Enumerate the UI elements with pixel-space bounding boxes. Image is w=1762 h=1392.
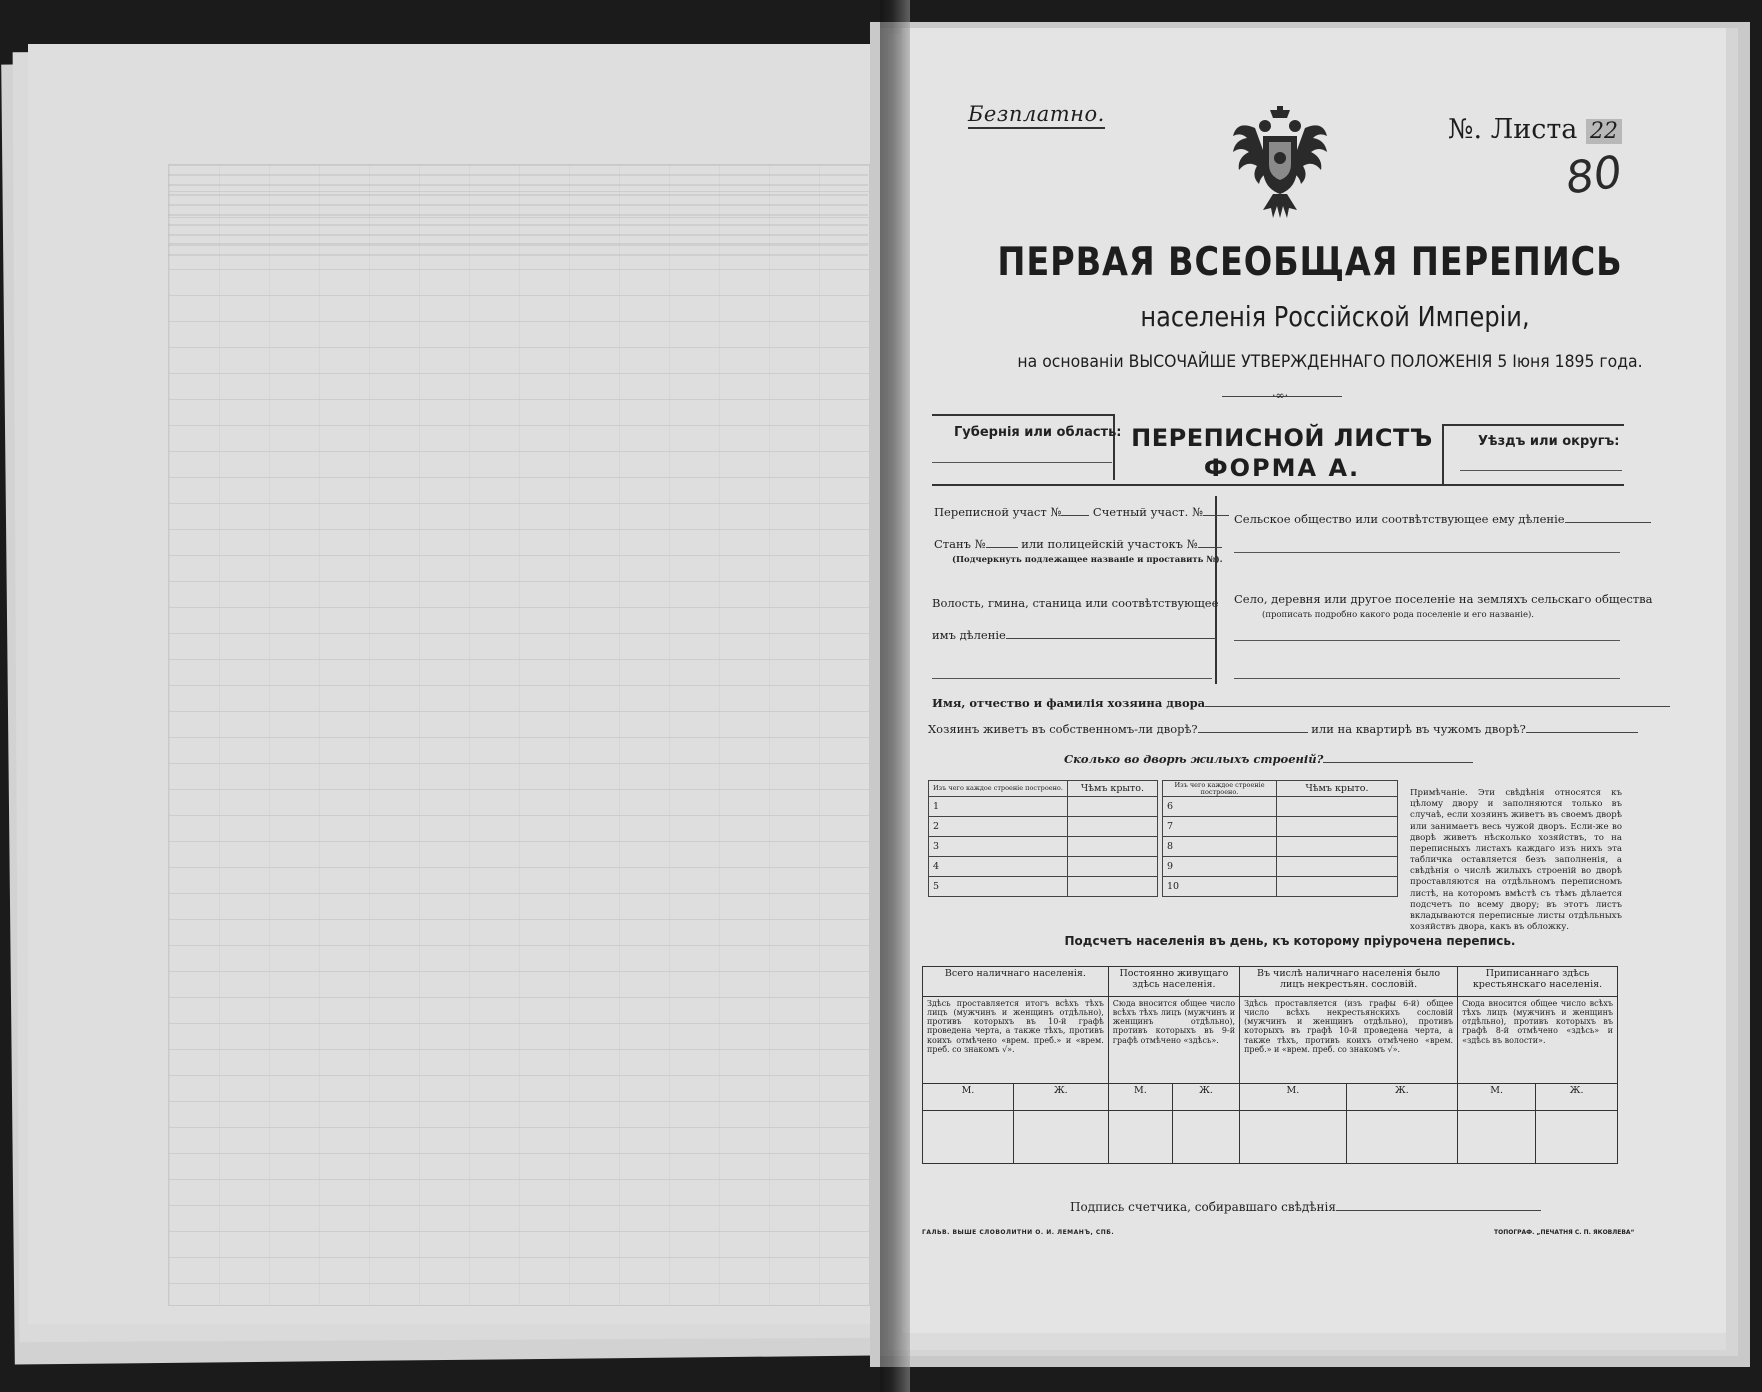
- building-row-num: 2: [929, 817, 1068, 837]
- volost-label-line1: Волость, гмина, станица или соотвѣтствующее: [932, 596, 1219, 610]
- census-district-label: Переписной участ №: [934, 505, 1062, 519]
- village-note: (прописать подробно какого рода поселеніе и его названіе).: [1262, 610, 1534, 620]
- gubernia-box-top: [932, 414, 1114, 416]
- owner-residence-field: [928, 722, 1638, 736]
- building-row-num: 3: [929, 837, 1068, 857]
- buildings-count-label: Сколько во дворѣ жилыхъ строеній?: [1064, 752, 1324, 766]
- pop-col-header: Постоянно живущаго здѣсь населенія.: [1108, 967, 1239, 997]
- count-cell: [1458, 1110, 1536, 1164]
- building-row-num: 5: [929, 877, 1068, 897]
- pop-col-header: Въ числѣ наличнаго населенія было лицъ некрестьян. сословій.: [1240, 967, 1458, 997]
- police-district-label: или полицейскій участокъ №: [1021, 537, 1198, 551]
- handwritten-number: 80: [1562, 146, 1626, 205]
- village-label: Село, деревня или другое поселеніе на земляхъ сельскаго общества: [1234, 592, 1653, 606]
- left-page-ruled-grid: [168, 164, 870, 1306]
- pop-col-desc: Здѣсь проставляется (изъ графы 6-й) общее число всѣхъ некрестьянскихъ сословій (мужчинъ и женщинъ отдѣльно), противъ которыхъ въ графѣ 10-й проведена черта, а также тѣхъ, противъ коихъ отмѣчено «врем. преб.» и «врем. преб. со знакомъ √».: [1240, 996, 1458, 1083]
- material-col-header: Изъ чего каждое строеніе построено.: [929, 781, 1068, 797]
- village-line-1: [1234, 640, 1620, 641]
- buildings-table-right: [1162, 780, 1398, 897]
- female-col-label: Ж.: [1013, 1083, 1108, 1110]
- form-sheet-title: ПЕРЕПИСНОЙ ЛИСТЪ: [1131, 424, 1433, 452]
- building-row-num: 7: [1163, 817, 1277, 837]
- count-district-label: Счетный участ. №: [1092, 505, 1203, 519]
- gubernia-label: Губернія или область:: [954, 425, 1122, 440]
- stan-field: [934, 537, 1222, 551]
- male-col-label: М.: [1240, 1083, 1347, 1110]
- building-row-num: 8: [1163, 837, 1277, 857]
- pop-col-desc: Здѣсь проставляется итогъ всѣхъ тѣхъ лицъ (мужчинъ и женщинъ отдѣльно), противъ которыхъ въ 10-й графѣ проведена черта, а также тѣхъ, противъ коихъ отмѣчено «врем. преб.» и «врем. преб. со знакомъ √».: [923, 996, 1109, 1083]
- rural-society-label: Сельское общество или соотвѣтствующее ему дѣленіе: [1234, 512, 1565, 526]
- header-rule: [932, 484, 1624, 486]
- form-type-label: ФОРМА А.: [1203, 454, 1361, 482]
- count-cell: [1536, 1110, 1618, 1164]
- enumerator-signature-label: Подпись счетчика, собиравшаго свѣдѣнія: [1070, 1200, 1336, 1214]
- buildings-count-field: [1064, 752, 1473, 766]
- ornament-divider: ·∞·: [1222, 396, 1342, 405]
- male-col-label: М.: [1458, 1083, 1536, 1110]
- male-col-label: М.: [1108, 1083, 1172, 1110]
- pop-col-header: Приписаннаго здѣсь крестьянскаго населенія.: [1458, 967, 1618, 997]
- underline-note: (Подчеркнуть подлежащее названіе и проставить №).: [952, 555, 1223, 565]
- count-cell: [1240, 1110, 1347, 1164]
- count-cell: [1013, 1110, 1108, 1164]
- printer-credit-right: ТОПОГРАФ. „ПЕЧАТНЯ С. П. ЯКОВЛЕВА“: [1494, 1229, 1635, 1236]
- volost-field: [932, 628, 1216, 642]
- building-row-num: 6: [1163, 797, 1277, 817]
- female-col-label: Ж.: [1346, 1083, 1457, 1110]
- free-of-charge-label: Безплатно.: [968, 102, 1105, 129]
- uezd-box-top: [1442, 424, 1624, 426]
- volost-extra-line: [932, 678, 1212, 679]
- pop-col-header: Всего наличнаго населенія.: [923, 967, 1109, 997]
- building-row-num: 4: [929, 857, 1068, 877]
- building-row-num: 10: [1163, 877, 1277, 897]
- rural-society-field: [1234, 512, 1651, 526]
- stan-label: Станъ №: [934, 537, 986, 551]
- count-cell: [1346, 1110, 1457, 1164]
- population-count-table: [922, 966, 1618, 1164]
- form-main-title: ПЕРВАЯ ВСЕОБЩАЯ ПЕРЕПИСЬ: [997, 240, 1623, 285]
- buildings-table-left: [928, 780, 1158, 897]
- printer-credit-left: ГАЛЬВ. ВЫШЕ СЛОВОЛИТНИ О. И. ЛЕМАНЪ, СПБ.: [922, 1229, 1115, 1236]
- rural-society-line: [1234, 552, 1620, 553]
- fields-divider: [1215, 496, 1217, 684]
- imperial-eagle-emblem: [1225, 106, 1335, 226]
- uezd-box-left: [1442, 424, 1444, 484]
- count-cell: [1108, 1110, 1172, 1164]
- population-count-title: Подсчетъ населенія въ день, къ которому пріурочена перепись.: [1064, 934, 1516, 948]
- building-row-num: 1: [929, 797, 1068, 817]
- pop-col-desc: Сюда вносится общее число всѣхъ тѣхъ лицъ (мужчинъ и женщинъ отдѣльно), противъ которыхъ въ графѣ 8-й отмѣчено «здѣсь» и «здѣсь въ волости».: [1458, 996, 1618, 1083]
- roof-col-header: Чѣмъ крыто.: [1067, 781, 1157, 797]
- uezd-fill-line: [1460, 470, 1622, 471]
- rented-quarters-label: или на квартирѣ въ чужомъ дворѣ?: [1311, 722, 1526, 736]
- male-col-label: М.: [923, 1083, 1014, 1110]
- uezd-label: Уѣздъ или округъ:: [1478, 434, 1620, 449]
- count-cell: [1173, 1110, 1240, 1164]
- female-col-label: Ж.: [1173, 1083, 1240, 1110]
- pop-col-desc: Сюда вносится общее число всѣхъ тѣхъ лицъ (мужчинъ и женщинъ отдѣльно), противъ которыхъ въ 9-й графѣ отмѣчено «здѣсь».: [1108, 996, 1239, 1083]
- census-district-field: [934, 505, 1229, 519]
- form-subtitle: населенія Россійской Имперіи,: [1140, 300, 1530, 333]
- volost-label-line2: имъ дѣленіе: [932, 628, 1006, 642]
- female-col-label: Ж.: [1536, 1083, 1618, 1110]
- owner-name-field: [932, 696, 1670, 710]
- roof-col-header: Чѣмъ крыто.: [1277, 781, 1398, 797]
- form-legal-basis: на основаніи ВЫСОЧАЙШЕ УТВЕРЖДЕННАГО ПОЛОЖЕНІЯ 5 Іюня 1895 года.: [1017, 352, 1643, 372]
- owner-name-label: Имя, отчество и фамилія хозяина двора: [932, 696, 1206, 710]
- sheet-number-value: 22: [1586, 119, 1622, 144]
- village-line-2: [1234, 678, 1620, 679]
- count-cell: [923, 1110, 1014, 1164]
- building-row-num: 9: [1163, 857, 1277, 877]
- left-page: [28, 44, 882, 1324]
- sheet-number: [1448, 114, 1622, 145]
- book-spine-shadow: [880, 0, 910, 1392]
- enumerator-signature-field: [1070, 1200, 1541, 1214]
- sheet-number-label: №. Листа: [1448, 114, 1578, 145]
- buildings-note: Примѣчаніе. Эти свѣдѣнія относятся къ цѣлому двору и заполняются только въ случаѣ, если хозяинъ живетъ въ своемъ дворѣ или занимаетъ весь чужой дворъ. Если-же во дворѣ живетъ нѣсколько хозяйствъ, то на переписныхъ листахъ каждаго изъ нихъ эта табличка оставляется безъ заполненія, а свѣдѣнія о числѣ жилыхъ строеній во дворѣ проставляются на отдѣльномъ переписномъ листѣ, на которомъ вмѣстѣ съ тѣмъ дѣлается подсчетъ по всему двору; въ этотъ листъ вкладываются переписные листы отдѣльныхъ хозяйствъ двора, какъ въ обложку.: [1410, 788, 1622, 933]
- material-col-header: Изъ чего каждое строеніе построено.: [1163, 781, 1277, 797]
- gubernia-fill-line: [932, 462, 1112, 463]
- owner-residence-label: Хозяинъ живетъ въ собственномъ-ли дворѣ?: [928, 722, 1198, 736]
